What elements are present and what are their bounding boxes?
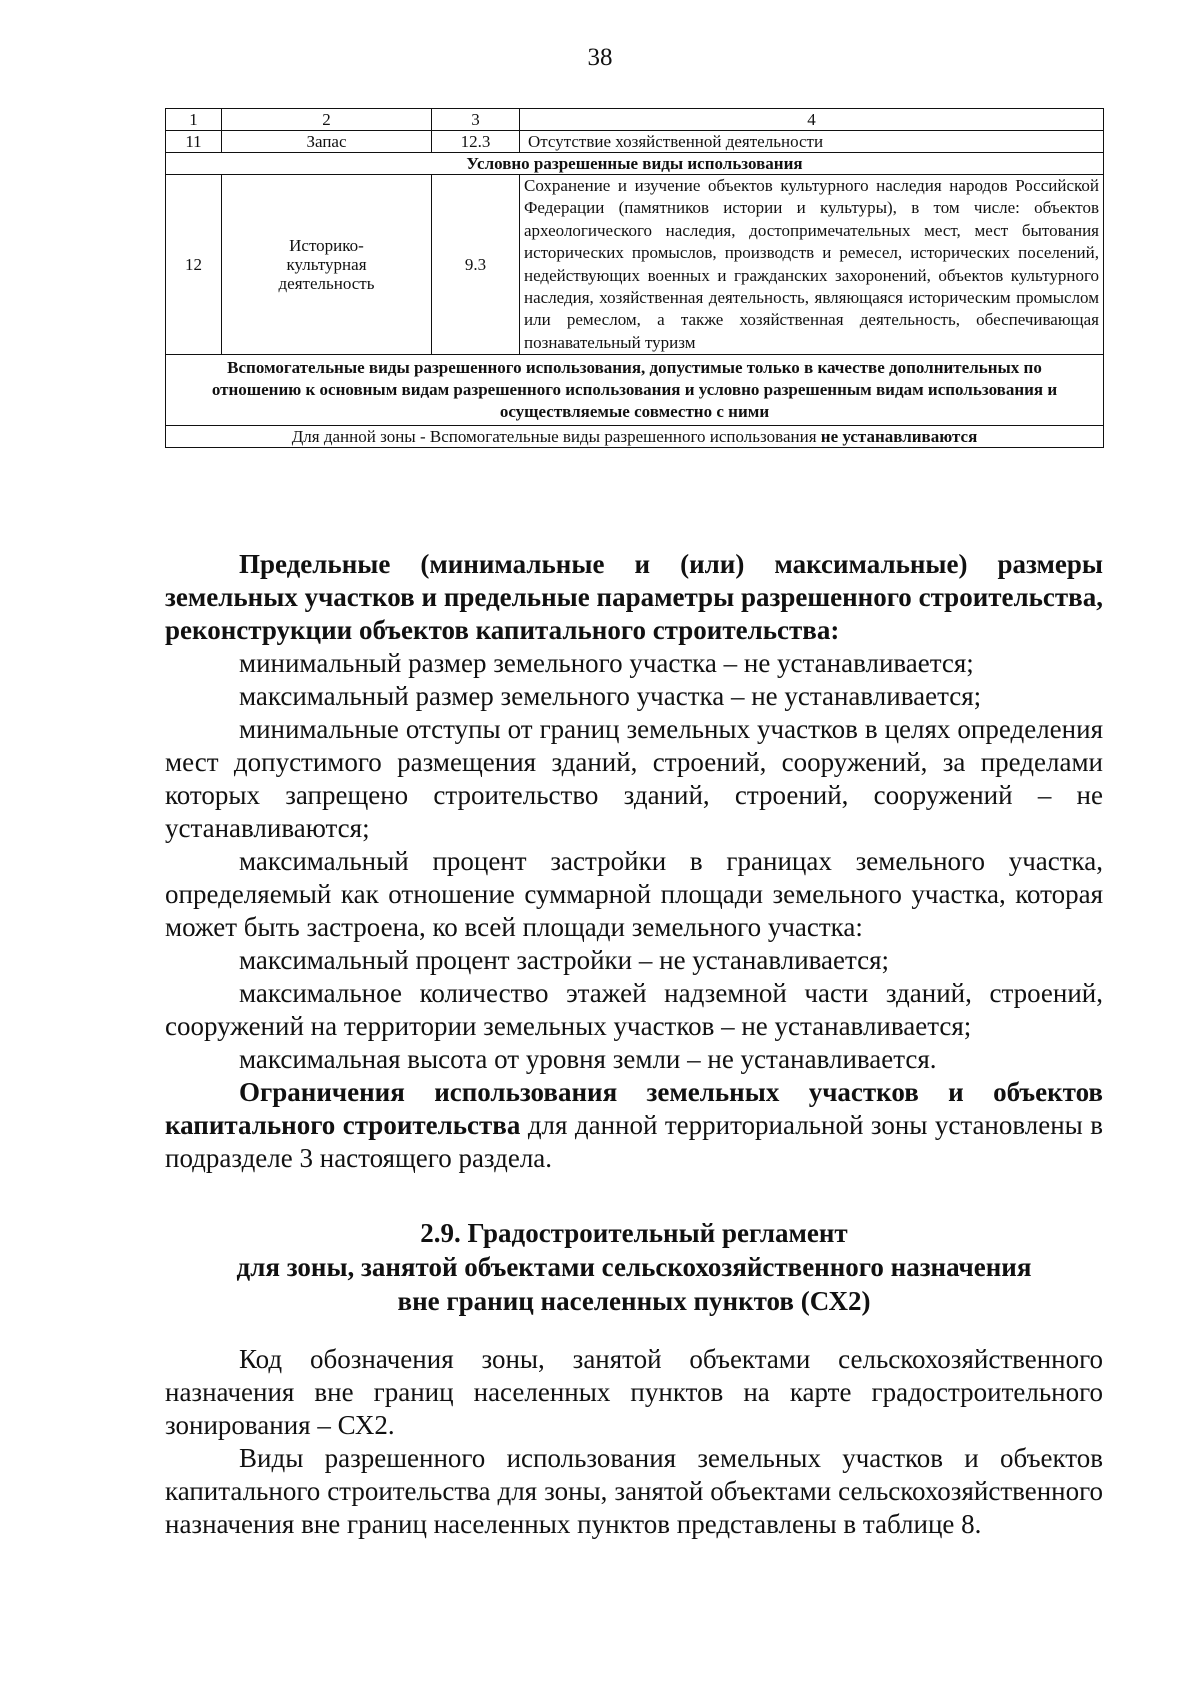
table-row <box>166 426 1104 448</box>
limits-block <box>165 548 1103 1175</box>
zone-code-paragraph: Код обозначения зоны, занятой объектами сельскохозяйственного назначения вне границ населенных пунктов на карте градостроительного зонирования – СХ2. <box>165 1344 1103 1440</box>
conditional-uses-title: Условно разрешенные виды использования <box>166 153 1104 175</box>
section-title-row <box>166 355 1104 426</box>
use-description: Отсутствие хозяйственной деятельности <box>520 131 1104 153</box>
auxiliary-note-text: Для данной зоны - Вспомогательные виды разрешенного использования <box>291 427 821 447</box>
section-body <box>165 1343 1103 1541</box>
row-number: 12 <box>166 175 222 355</box>
limit-item: минимальные отступы от границ земельных участков в целях определения мест допустимого размещения зданий, строений, сооружений, за пределами которых запрещено строительство зданий, строений, сооружений – не устанавливаются; <box>165 714 1103 843</box>
regulation-table <box>165 108 1104 448</box>
header-cell: 3 <box>432 109 520 131</box>
auxiliary-note-bold: не устанавливаются <box>820 427 978 447</box>
limit-item: максимальная высота от уровня земли – не устанавливается. <box>239 1044 937 1074</box>
table-row <box>166 175 1104 355</box>
section-heading <box>165 1216 1103 1318</box>
use-code: 12.3 <box>432 131 520 153</box>
restrictions-paragraph <box>165 1076 1103 1175</box>
table-row <box>166 131 1104 153</box>
limit-item: максимальный процент застройки – не устанавливается; <box>239 945 890 975</box>
section-title-line: для зоны, занятой объектами сельскохозяйственного назначения <box>236 1252 1032 1282</box>
limit-item: минимальный размер земельного участка – не устанавливается; <box>239 648 974 678</box>
section-title-row <box>166 153 1104 175</box>
use-name: Историко-культурная деятельность <box>222 175 432 355</box>
restrictions-bold: Ограничения использования земельных участков и объектов капитального строительства <box>165 1077 1103 1140</box>
table-header-row <box>166 109 1104 131</box>
limits-title <box>165 548 1103 647</box>
header-cell: 1 <box>166 109 222 131</box>
restrictions-text: для данной территориальной зоны установлены в подразделе 3 настоящего раздела. <box>165 1110 1103 1173</box>
section-title-line: 2.9. Градостроительный регламент <box>420 1218 848 1248</box>
use-description: Сохранение и изучение объектов культурного наследия народов Российской Федерации (памятников истории и культуры), в том числе: объектов археологического наследия, достопримечательных мест, мест бытования исторических промыслов, производств и ремесел, исторических поселений, недействующих военных и гражданских захоронений, объектов культурного наследия, хозяйственная деятельность, являющаяся историческим промыслом или ремеслом, а также хозяйственная деятельность, обеспечивающая познавательный туризм <box>520 175 1104 355</box>
page-number: 38 <box>587 44 613 71</box>
auxiliary-uses-note <box>166 426 1104 448</box>
auxiliary-uses-title: Вспомогательные виды разрешенного использования, допустимые только в качестве дополнительных по отношению к основным видам разрешенного использования и условно разрешенным видам использования и осуществляемые совместно с ними <box>166 355 1104 426</box>
limit-item: максимальный размер земельного участка – не устанавливается; <box>239 681 982 711</box>
limit-item: максимальный процент застройки в границах земельного участка, определяемый как отношение суммарной площади земельного участка, которая может быть застроена, ко всей площади земельного участка: <box>165 846 1103 942</box>
section-title-line: вне границ населенных пунктов (СХ2) <box>397 1286 871 1316</box>
permitted-uses-paragraph: Виды разрешенного использования земельных участков и объектов капитального строительства для зоны, занятой объектами сельскохозяйственного назначения вне границ населенных пунктов представлены в таблице 8. <box>165 1443 1103 1539</box>
limit-item: максимальное количество этажей надземной части зданий, строений, сооружений на территории земельных участков – не устанавливается; <box>165 978 1103 1041</box>
row-number: 11 <box>166 131 222 153</box>
use-code: 9.3 <box>432 175 520 355</box>
use-name: Запас <box>222 131 432 153</box>
header-cell: 2 <box>222 109 432 131</box>
header-cell: 4 <box>520 109 1104 131</box>
limits-title-text: Предельные (минимальные и (или) максимальные) размеры земельных участков и предельные параметры разрешенного строительства, реконструкции объектов капитального строительства: <box>165 549 1103 645</box>
